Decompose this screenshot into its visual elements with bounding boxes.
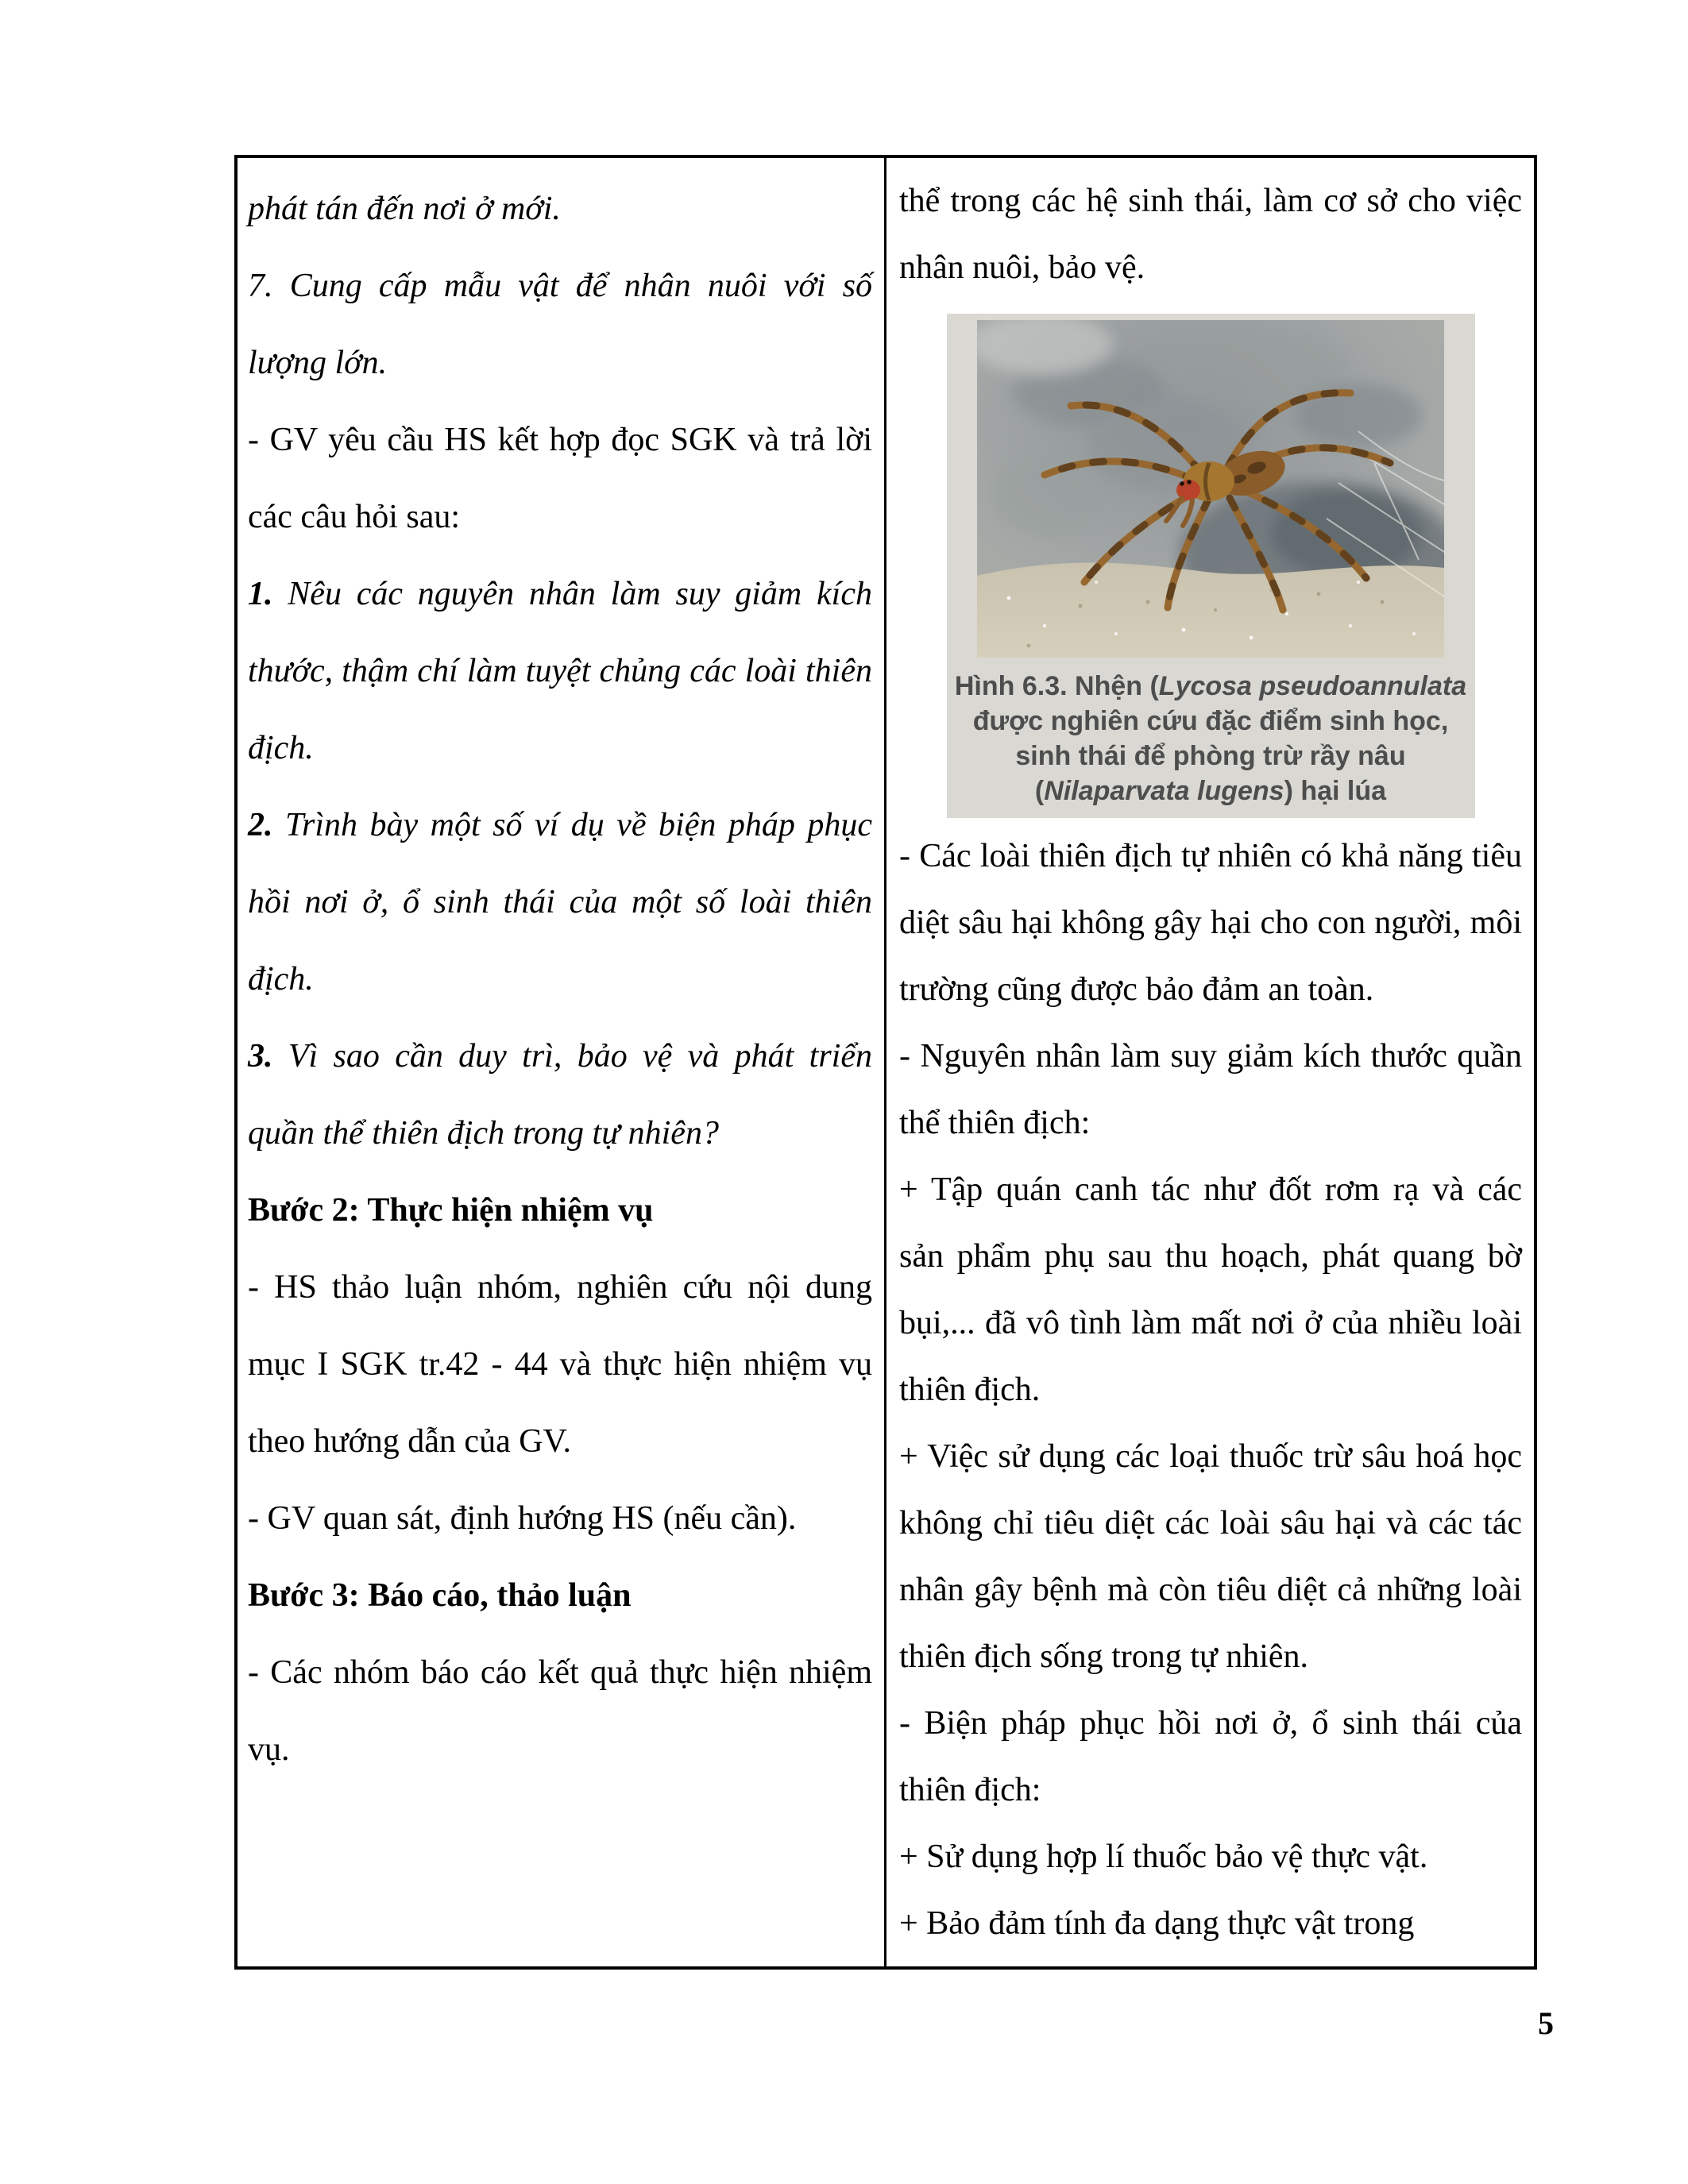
text-segment: + Bảo đảm tính đa dạng thực vật trong (899, 1905, 1415, 1942)
paragraph (248, 402, 872, 556)
paragraph (899, 1423, 1522, 1690)
text-segment: - Nguyên nhân làm suy giảm kích thước quần thể thiên địch: (899, 1038, 1522, 1141)
sand-foreground (977, 562, 1444, 658)
text-segment: Bước 2: Thực hiện nhiệm vụ (248, 1192, 654, 1229)
text-segment: ) hại lúa (1284, 776, 1387, 806)
text-segment: 1. (248, 576, 273, 612)
figure-caption (947, 669, 1475, 808)
right-column-top-text (899, 168, 1522, 301)
paragraph (899, 1890, 1522, 1957)
text-segment: sinh thái để phòng trừ rầy nâu (1015, 741, 1406, 771)
paragraph (248, 1634, 872, 1788)
paragraph (899, 1023, 1522, 1156)
paragraph (248, 787, 872, 1018)
text-segment: 7. Cung cấp mẫu vật để nhân nuôi với số lượng lớn. (248, 268, 872, 381)
text-segment: - GV quan sát, định hướng HS (nếu cần). (248, 1500, 797, 1537)
text-segment: Vì sao cần duy trì, bảo vệ và phát triển quần thể thiên địch trong tự nhiên? (248, 1038, 872, 1152)
paragraph (248, 1172, 872, 1249)
text-segment: + Việc sử dụng các loại thuốc trừ sâu hoá học không chỉ tiêu diệt các loài sâu hại và các tác nhân gây bệnh mà còn tiêu diệt cả những loài thiên địch sống trong tự nhiên. (899, 1438, 1522, 1675)
table-cell-expected-content (886, 158, 1534, 1966)
spider-photo (977, 320, 1444, 658)
lesson-plan-table (234, 155, 1537, 1970)
text-segment: Hình 6.3. Nhện ( (954, 671, 1159, 701)
table-cell-teacher-activities (238, 158, 886, 1966)
text-segment: + Sử dụng hợp lí thuốc bảo vệ thực vật. (899, 1839, 1428, 1875)
text-segment: được nghiên cứu đặc điểm sinh học, (972, 706, 1449, 736)
page-number: 5 (1538, 2005, 1554, 2041)
text-segment: - Biện pháp phục hồi nơi ở, ổ sinh thái của thiên địch: (899, 1705, 1522, 1808)
text-segment: 3. (248, 1038, 273, 1075)
figure-6-3 (947, 314, 1475, 818)
text-segment: thể trong các hệ sinh thái, làm cơ sở cho việc nhân nuôi, bảo vệ. (899, 183, 1522, 286)
text-segment: - Các nhóm báo cáo kết quả thực hiện nhiệm vụ. (248, 1654, 872, 1768)
right-column-bottom-text (899, 823, 1522, 1957)
text-segment: + Tập quán canh tác như đốt rơm rạ và các sản phẩm phụ sau thu hoạch, phát quang bờ bụi,... đã vô tình làm mất nơi ở của nhiều loài thiên địch. (899, 1171, 1522, 1408)
paragraph (899, 1823, 1522, 1890)
text-segment: 2. (248, 807, 273, 843)
paragraph (248, 248, 872, 402)
paragraph (248, 171, 872, 248)
text-segment: - Các loài thiên địch tự nhiên có khả năng tiêu diệt sâu hại không gây hại cho con người, môi trường cũng được bảo đảm an toàn. (899, 838, 1522, 1008)
text-segment: Trình bày một số ví dụ về biện pháp phục hồi nơi ở, ổ sinh thái của một số loài thiên địch. (248, 807, 872, 997)
paragraph (899, 1156, 1522, 1423)
text-segment: - HS thảo luận nhóm, nghiên cứu nội dung mục I SGK tr.42 - 44 và thực hiện nhiệm vụ theo hướng dẫn của GV. (248, 1269, 872, 1460)
caption-line (947, 739, 1475, 774)
paragraph (899, 168, 1522, 301)
text-segment: phát tán đến nơi ở mới. (248, 191, 561, 227)
text-segment: Bước 3: Báo cáo, thảo luận (248, 1577, 632, 1614)
caption-line (947, 774, 1475, 808)
paragraph (248, 1480, 872, 1557)
text-segment: Nilaparvata lugens (1044, 776, 1284, 806)
text-segment: - GV yêu cầu HS kết hợp đọc SGK và trả lời các câu hỏi sau: (248, 422, 872, 535)
paragraph (899, 823, 1522, 1023)
text-segment: Lycosa pseudoannulata (1158, 671, 1467, 701)
paragraph (248, 1249, 872, 1480)
caption-line (947, 704, 1475, 739)
paragraph (248, 1018, 872, 1172)
paragraph (899, 1690, 1522, 1823)
paragraph (248, 556, 872, 787)
text-segment: ( (1034, 776, 1045, 806)
caption-line (947, 669, 1475, 704)
text-segment: Nêu các nguyên nhân làm suy giảm kích thước, thậm chí làm tuyệt chủng các loài thiên địch. (248, 576, 872, 766)
paragraph (248, 1557, 872, 1634)
